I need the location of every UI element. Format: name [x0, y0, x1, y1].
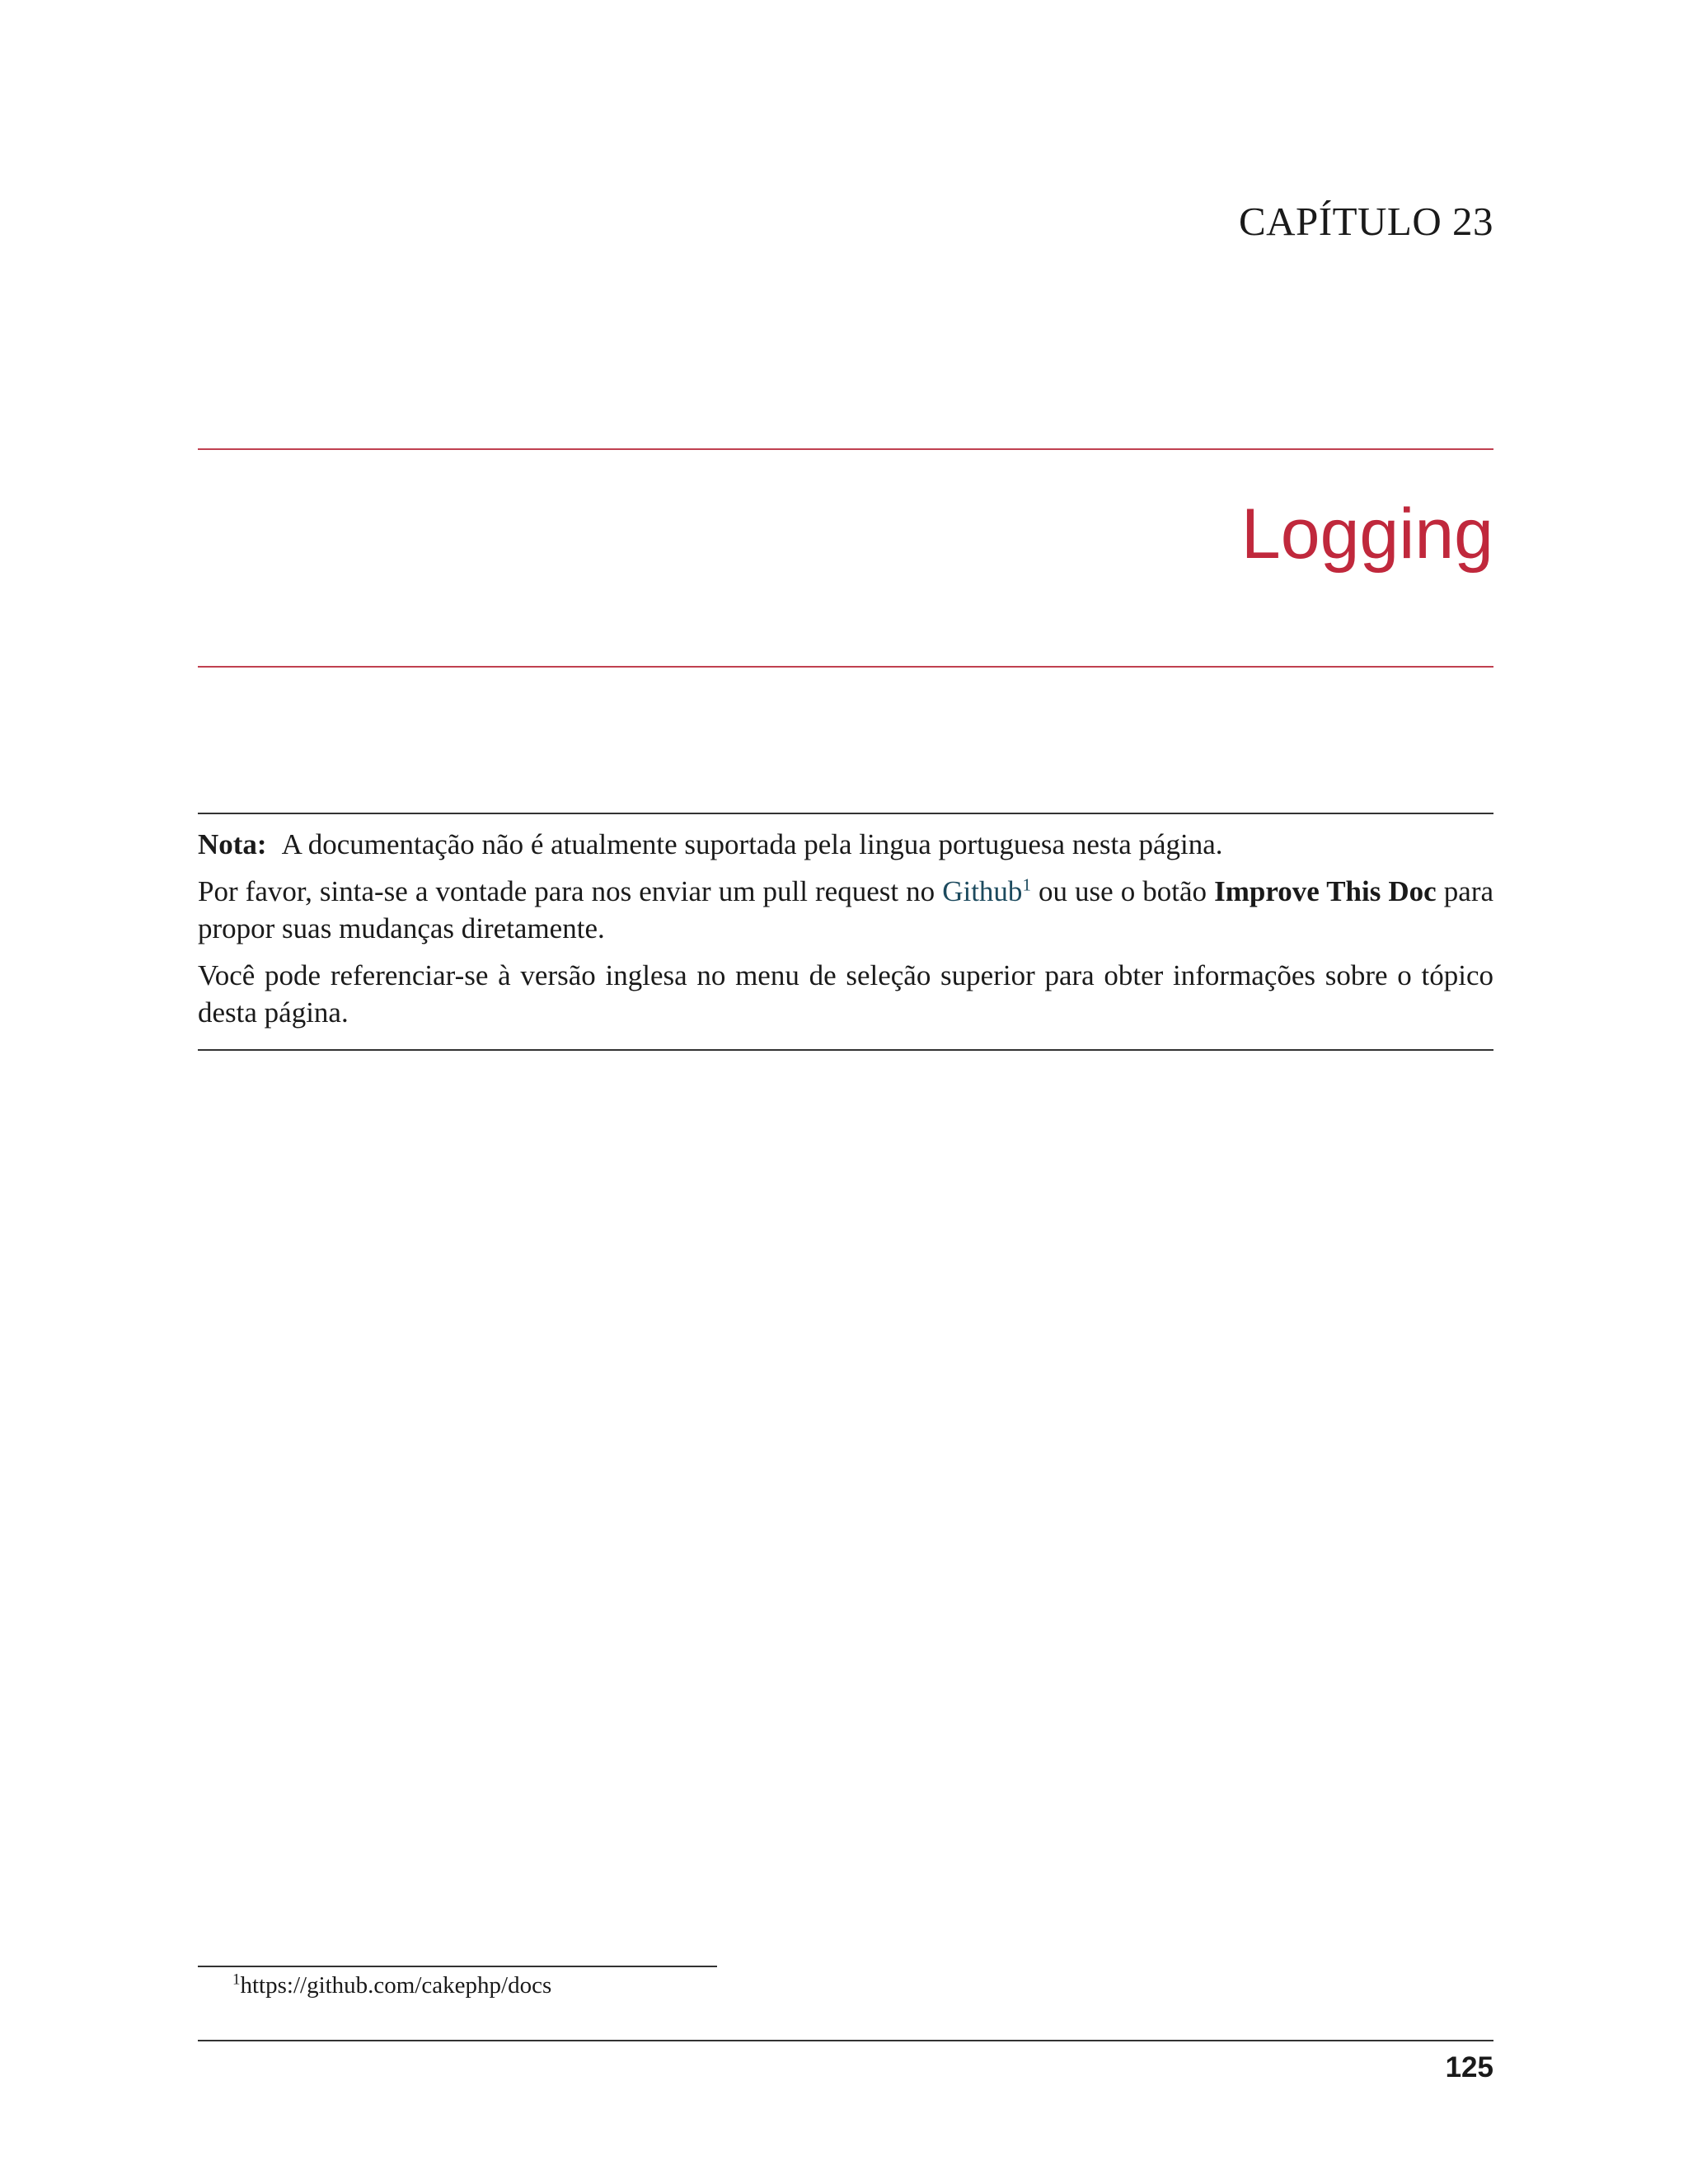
footnote-ref[interactable]: 1	[1022, 874, 1031, 895]
github-link[interactable]: Github	[942, 875, 1023, 907]
footnote-url[interactable]: https://github.com/cakephp/docs	[240, 1972, 552, 1999]
note-paragraph-2: Você pode referenciar-se à versão inglesa no menu de seleção superior para obter informações sobre o tópico desta página.	[198, 959, 1493, 1029]
footnote-mark: 1	[232, 1971, 241, 1989]
footnote	[232, 1972, 551, 1999]
note-paragraph-1	[198, 873, 1493, 947]
note-para1-after: para propor suas mudanças diretamente.	[198, 875, 1494, 944]
footer-rule	[198, 2040, 1493, 2041]
note-para1-before: Por favor, sinta-se a vontade para nos enviar um pull request no	[198, 875, 943, 907]
page-number: 125	[1445, 2051, 1493, 2083]
improve-this-doc-label: Improve This Doc	[1214, 875, 1437, 907]
footnote-rule	[198, 1966, 717, 1967]
note-admonition	[198, 813, 1493, 1051]
note-text: A documentação não é atualmente suportada pela lingua portuguesa nesta página.	[281, 828, 1223, 860]
note-label: Nota:	[198, 828, 267, 860]
chapter-label: CAPÍTULO 23	[1238, 199, 1493, 244]
note-para1-mid: ou use o botão	[1030, 875, 1215, 907]
chapter-title: Logging	[1240, 494, 1493, 574]
title-rule-top	[198, 448, 1493, 450]
note-first-line	[198, 826, 1493, 863]
title-rule-bottom	[198, 666, 1493, 668]
